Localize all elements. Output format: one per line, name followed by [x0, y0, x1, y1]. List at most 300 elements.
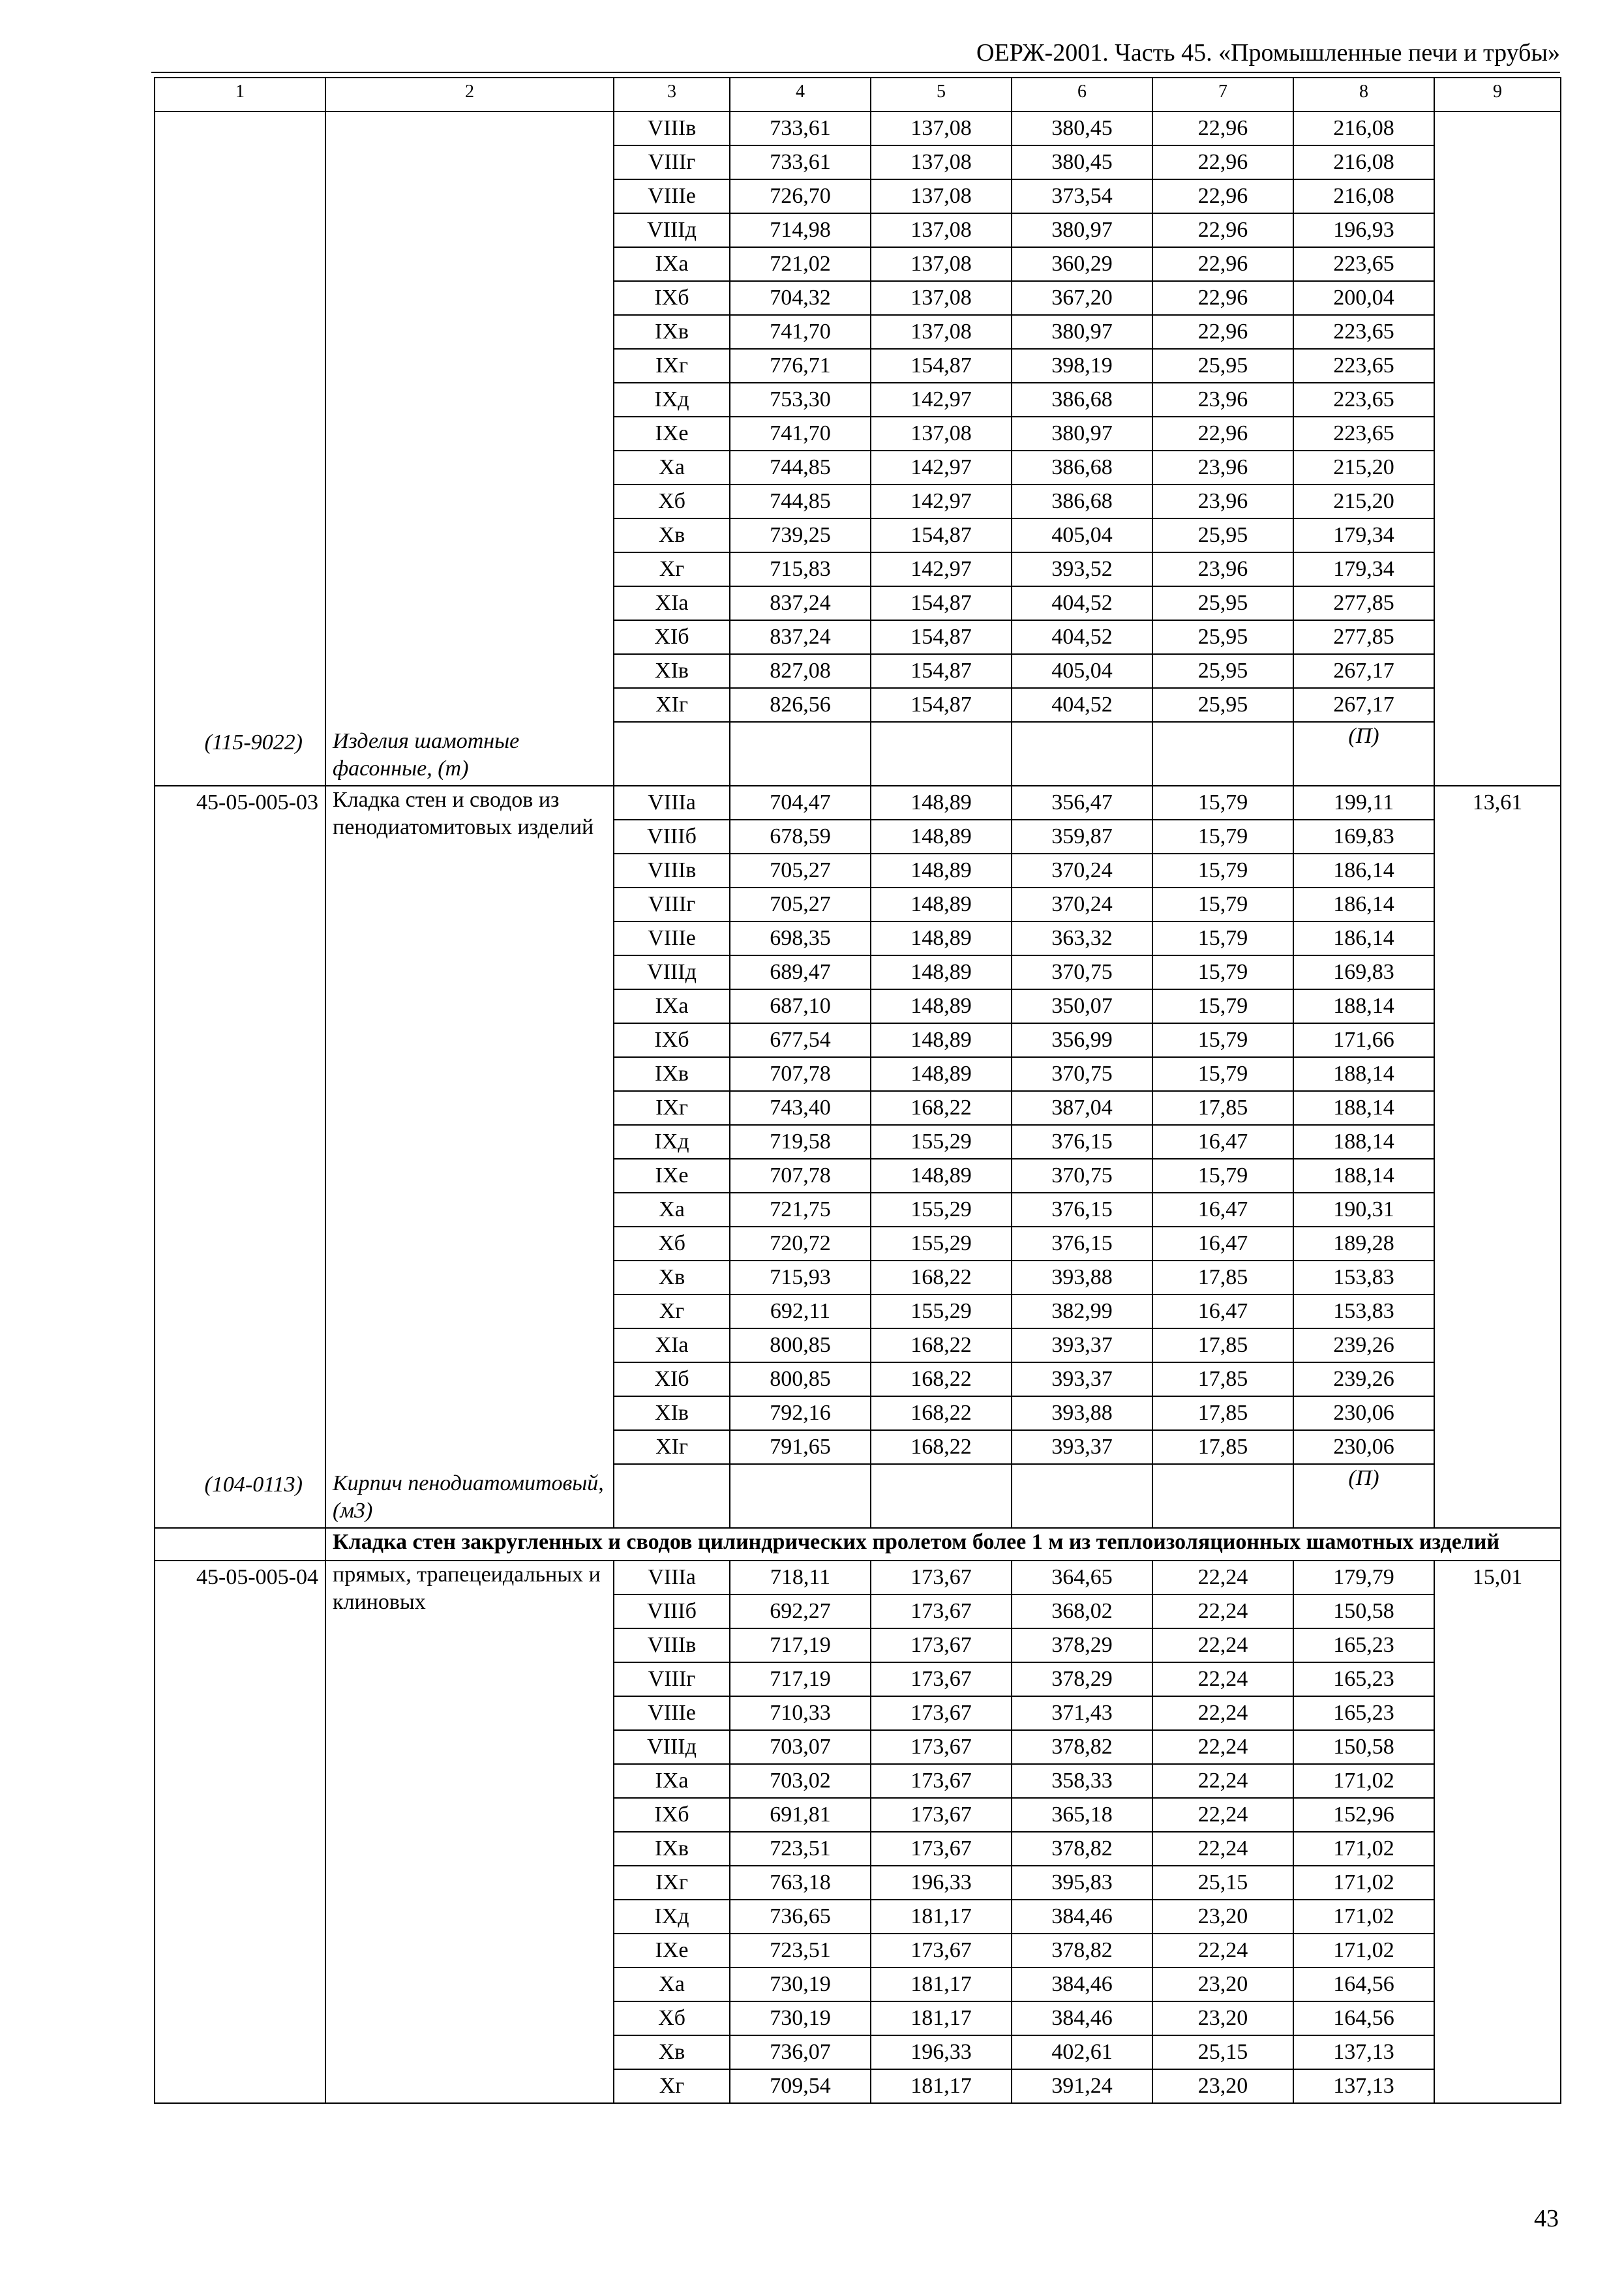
value-cell-8: 137,13: [1293, 2035, 1434, 2069]
value-cell-7: 22,24: [1152, 1696, 1293, 1730]
value-cell-7: 22,24: [1152, 1934, 1293, 1967]
value-cell-6: 378,29: [1012, 1628, 1152, 1662]
zone-cell: XIа: [614, 586, 730, 620]
value-cell-8: 179,34: [1293, 518, 1434, 552]
value-cell-4: 710,33: [730, 1696, 871, 1730]
value-cell-6: 363,32: [1012, 921, 1152, 955]
value-cell-4: 791,65: [730, 1430, 871, 1464]
zone-cell: IXб: [614, 1798, 730, 1832]
value-cell-4: 723,51: [730, 1934, 871, 1967]
norm-code-cell: 45-05-005-04: [155, 1561, 325, 2103]
value-cell-8: 153,83: [1293, 1261, 1434, 1294]
value-cell-7: 22,24: [1152, 1832, 1293, 1866]
value-cell-8: 216,08: [1293, 112, 1434, 145]
value-cell-4: 703,07: [730, 1730, 871, 1764]
value-cell-9: 15,01: [1434, 1561, 1561, 2103]
value-cell-7: 22,96: [1152, 315, 1293, 349]
value-cell-5: 173,67: [871, 1934, 1012, 1967]
zone-cell: IXб: [614, 281, 730, 315]
value-cell-6: 373,54: [1012, 179, 1152, 213]
value-cell-8: 169,83: [1293, 955, 1434, 989]
value-cell-6: 356,99: [1012, 1023, 1152, 1057]
value-cell-4: 707,78: [730, 1159, 871, 1193]
value-cell-6: 393,37: [1012, 1328, 1152, 1362]
value-cell-7: 22,96: [1152, 145, 1293, 179]
value-cell-8: 199,11: [1293, 786, 1434, 820]
value-cell-5: 154,87: [871, 688, 1012, 722]
value-cell-8: 169,83: [1293, 820, 1434, 854]
value-cell-7: 22,96: [1152, 247, 1293, 281]
value-cell-4: 726,70: [730, 179, 871, 213]
value-cell-8: 230,06: [1293, 1396, 1434, 1430]
zone-cell: VIIIд: [614, 213, 730, 247]
value-cell-7: 23,20: [1152, 1900, 1293, 1934]
value-cell-5: 168,22: [871, 1396, 1012, 1430]
zone-cell: Xг: [614, 1294, 730, 1328]
zone-cell: Xг: [614, 552, 730, 586]
value-cell-5: 148,89: [871, 820, 1012, 854]
zone-cell: IXв: [614, 315, 730, 349]
value-cell-4: 723,51: [730, 1832, 871, 1866]
resource-code: (115-9022): [204, 730, 303, 755]
value-cell-8: 165,23: [1293, 1696, 1434, 1730]
zone-cell: IXе: [614, 417, 730, 451]
value-cell-6: 391,24: [1012, 2069, 1152, 2103]
value-cell-8: 153,83: [1293, 1294, 1434, 1328]
value-cell-7: 22,96: [1152, 112, 1293, 145]
value-cell-5: 142,97: [871, 383, 1012, 417]
norm-name-cell: [325, 112, 614, 786]
value-cell-8: 223,65: [1293, 349, 1434, 383]
value-cell-8: 188,14: [1293, 989, 1434, 1023]
value-cell-4: 730,19: [730, 1967, 871, 2001]
resource-empty-cell: [1012, 1464, 1152, 1528]
value-cell-8: 223,65: [1293, 247, 1434, 281]
value-cell-6: 378,82: [1012, 1832, 1152, 1866]
value-cell-7: 17,85: [1152, 1328, 1293, 1362]
value-cell-7: 17,85: [1152, 1430, 1293, 1464]
value-cell-7: 22,24: [1152, 1662, 1293, 1696]
value-cell-5: 181,17: [871, 1900, 1012, 1934]
value-cell-7: 15,79: [1152, 854, 1293, 888]
resource-empty-cell: [730, 722, 871, 786]
value-cell-5: 173,67: [871, 1730, 1012, 1764]
value-cell-4: 739,25: [730, 518, 871, 552]
value-cell-8: 216,08: [1293, 145, 1434, 179]
value-cell-4: 763,18: [730, 1866, 871, 1900]
value-cell-7: 25,95: [1152, 654, 1293, 688]
value-cell-6: 378,82: [1012, 1934, 1152, 1967]
value-cell-7: 22,24: [1152, 1628, 1293, 1662]
value-cell-5: 148,89: [871, 989, 1012, 1023]
value-cell-6: 405,04: [1012, 654, 1152, 688]
value-cell-7: 23,96: [1152, 485, 1293, 518]
norm-code-cell: 45-05-005-03 (104-0113): [155, 786, 325, 1528]
value-cell-5: 154,87: [871, 586, 1012, 620]
value-cell-6: 393,37: [1012, 1430, 1152, 1464]
value-cell-5: 148,89: [871, 955, 1012, 989]
value-cell-5: 168,22: [871, 1328, 1012, 1362]
value-cell-6: 404,52: [1012, 688, 1152, 722]
value-cell-8: 150,58: [1293, 1730, 1434, 1764]
value-cell-4: 692,27: [730, 1594, 871, 1628]
value-cell-4: 715,93: [730, 1261, 871, 1294]
value-cell-4: 692,11: [730, 1294, 871, 1328]
value-cell-8: 171,02: [1293, 1900, 1434, 1934]
value-cell-5: 173,67: [871, 1662, 1012, 1696]
value-cell-4: 733,61: [730, 145, 871, 179]
value-cell-4: 741,70: [730, 417, 871, 451]
value-cell-7: 15,79: [1152, 989, 1293, 1023]
norm-name-cell: Кладка стен и сводов из пенодиатомитовых изделий Кирпич пенодиатомитовый, (м3): [325, 786, 614, 1528]
value-cell-4: 800,85: [730, 1328, 871, 1362]
resource-empty-cell: [871, 1464, 1012, 1528]
section-heading-empty: [155, 1528, 325, 1561]
value-cell-6: 370,24: [1012, 888, 1152, 921]
value-cell-6: 356,47: [1012, 786, 1152, 820]
value-cell-8: 188,14: [1293, 1057, 1434, 1091]
value-cell-4: 721,02: [730, 247, 871, 281]
zone-cell: IXд: [614, 1125, 730, 1159]
value-cell-7: 17,85: [1152, 1261, 1293, 1294]
value-cell-6: 380,97: [1012, 315, 1152, 349]
value-cell-6: 405,04: [1012, 518, 1152, 552]
value-cell-7: 16,47: [1152, 1125, 1293, 1159]
value-cell-7: 22,24: [1152, 1764, 1293, 1798]
value-cell-5: 181,17: [871, 2001, 1012, 2035]
resource-mark: (П): [1293, 722, 1434, 786]
value-cell-8: 230,06: [1293, 1430, 1434, 1464]
value-cell-5: 148,89: [871, 854, 1012, 888]
value-cell-8: 190,31: [1293, 1193, 1434, 1227]
column-number: 2: [325, 78, 614, 112]
resource-empty-cell: [614, 1464, 730, 1528]
value-cell-6: 384,46: [1012, 1900, 1152, 1934]
value-cell-6: 376,15: [1012, 1227, 1152, 1261]
value-cell-7: 22,96: [1152, 417, 1293, 451]
value-cell-5: 154,87: [871, 349, 1012, 383]
value-cell-6: 378,82: [1012, 1730, 1152, 1764]
value-cell-4: 704,32: [730, 281, 871, 315]
zone-cell: IXв: [614, 1832, 730, 1866]
zone-cell: IXв: [614, 1057, 730, 1091]
value-cell-6: 395,83: [1012, 1866, 1152, 1900]
value-cell-6: 386,68: [1012, 451, 1152, 485]
value-cell-5: 154,87: [871, 620, 1012, 654]
value-cell-5: 196,33: [871, 1866, 1012, 1900]
value-cell-8: 171,02: [1293, 1934, 1434, 1967]
value-cell-4: 792,16: [730, 1396, 871, 1430]
value-cell-5: 168,22: [871, 1091, 1012, 1125]
zone-cell: IXг: [614, 1091, 730, 1125]
value-cell-6: 378,29: [1012, 1662, 1152, 1696]
value-cell-5: 137,08: [871, 247, 1012, 281]
zone-cell: VIIIв: [614, 854, 730, 888]
value-cell-6: 364,65: [1012, 1561, 1152, 1594]
value-cell-7: 15,79: [1152, 1159, 1293, 1193]
section-heading: Кладка стен закругленных и сводов цилиндрических пролетом более 1 м из теплоизоляционных шамотных изделий: [325, 1528, 1561, 1561]
value-cell-7: 15,79: [1152, 921, 1293, 955]
zone-cell: Xв: [614, 2035, 730, 2069]
page-header: ОЕРЖ-2001. Часть 45. «Промышленные печи и трубы»: [976, 39, 1560, 67]
value-cell-5: 137,08: [871, 145, 1012, 179]
value-cell-6: 393,88: [1012, 1261, 1152, 1294]
value-cell-5: 148,89: [871, 1159, 1012, 1193]
value-cell-8: 200,04: [1293, 281, 1434, 315]
value-cell-4: 800,85: [730, 1362, 871, 1396]
value-cell-6: 393,37: [1012, 1362, 1152, 1396]
value-cell-8: 186,14: [1293, 854, 1434, 888]
zone-cell: Xб: [614, 485, 730, 518]
value-cell-4: 677,54: [730, 1023, 871, 1057]
zone-cell: VIIIд: [614, 955, 730, 989]
zone-cell: Xб: [614, 2001, 730, 2035]
table-row: [155, 1561, 1561, 1594]
zone-cell: VIIIб: [614, 820, 730, 854]
value-cell-8: 277,85: [1293, 586, 1434, 620]
value-cell-7: 22,96: [1152, 179, 1293, 213]
value-cell-5: 137,08: [871, 179, 1012, 213]
value-cell-8: 277,85: [1293, 620, 1434, 654]
value-cell-5: 137,08: [871, 417, 1012, 451]
resource-empty-cell: [614, 722, 730, 786]
value-cell-5: 137,08: [871, 281, 1012, 315]
value-cell-7: 17,85: [1152, 1396, 1293, 1430]
resource-name: Изделия шамотные фасонные, (т): [333, 729, 520, 781]
value-cell-4: 717,19: [730, 1662, 871, 1696]
norm-name-cell: прямых, трапецеидальных и клиновых: [325, 1561, 614, 2103]
zone-cell: VIIIа: [614, 1561, 730, 1594]
value-cell-5: 181,17: [871, 1967, 1012, 2001]
value-cell-6: 370,75: [1012, 955, 1152, 989]
value-cell-4: 837,24: [730, 586, 871, 620]
value-cell-6: 368,02: [1012, 1594, 1152, 1628]
value-cell-6: 384,46: [1012, 2001, 1152, 2035]
value-cell-8: 189,28: [1293, 1227, 1434, 1261]
value-cell-6: 370,24: [1012, 854, 1152, 888]
value-cell-7: 25,95: [1152, 688, 1293, 722]
value-cell-8: 179,34: [1293, 552, 1434, 586]
zone-cell: VIIIг: [614, 145, 730, 179]
value-cell-4: 736,07: [730, 2035, 871, 2069]
zone-cell: XIб: [614, 620, 730, 654]
value-cell-4: 733,61: [730, 112, 871, 145]
value-cell-7: 25,95: [1152, 518, 1293, 552]
value-cell-6: 380,45: [1012, 112, 1152, 145]
value-cell-4: 678,59: [730, 820, 871, 854]
value-cell-8: 188,14: [1293, 1159, 1434, 1193]
page-number: 43: [1534, 2205, 1559, 2232]
value-cell-8: 267,17: [1293, 654, 1434, 688]
resource-empty-cell: [1152, 1464, 1293, 1528]
value-cell-7: 22,24: [1152, 1561, 1293, 1594]
value-cell-6: 393,52: [1012, 552, 1152, 586]
zone-cell: Xг: [614, 2069, 730, 2103]
value-cell-5: 148,89: [871, 1023, 1012, 1057]
value-cell-4: 715,83: [730, 552, 871, 586]
value-cell-4: 753,30: [730, 383, 871, 417]
value-cell-5: 168,22: [871, 1430, 1012, 1464]
value-cell-7: 25,95: [1152, 586, 1293, 620]
value-cell-5: 173,67: [871, 1764, 1012, 1798]
value-cell-8: 215,20: [1293, 485, 1434, 518]
zone-cell: IXа: [614, 989, 730, 1023]
value-cell-8: 267,17: [1293, 688, 1434, 722]
value-cell-8: 165,23: [1293, 1662, 1434, 1696]
value-cell-5: 142,97: [871, 451, 1012, 485]
value-cell-4: 698,35: [730, 921, 871, 955]
value-cell-7: 22,24: [1152, 1594, 1293, 1628]
value-cell-8: 165,23: [1293, 1628, 1434, 1662]
zone-cell: Xб: [614, 1227, 730, 1261]
value-cell-4: 687,10: [730, 989, 871, 1023]
value-cell-6: 358,33: [1012, 1764, 1152, 1798]
zone-cell: VIIIг: [614, 1662, 730, 1696]
value-cell-8: 216,08: [1293, 179, 1434, 213]
column-number: 3: [614, 78, 730, 112]
zone-cell: IXд: [614, 1900, 730, 1934]
zone-cell: VIIIб: [614, 1594, 730, 1628]
value-cell-6: 365,18: [1012, 1798, 1152, 1832]
value-cell-7: 25,95: [1152, 620, 1293, 654]
zone-cell: XIа: [614, 1328, 730, 1362]
resource-empty-cell: [730, 1464, 871, 1528]
value-cell-6: 380,45: [1012, 145, 1152, 179]
zone-cell: VIIIд: [614, 1730, 730, 1764]
value-cell-8: 223,65: [1293, 315, 1434, 349]
value-cell-8: 215,20: [1293, 451, 1434, 485]
value-cell-6: 380,97: [1012, 417, 1152, 451]
value-cell-6: 376,15: [1012, 1193, 1152, 1227]
column-number: 6: [1012, 78, 1152, 112]
value-cell-4: 719,58: [730, 1125, 871, 1159]
value-cell-8: 186,14: [1293, 921, 1434, 955]
zone-cell: IXе: [614, 1159, 730, 1193]
value-cell-4: 717,19: [730, 1628, 871, 1662]
zone-cell: VIIIг: [614, 888, 730, 921]
value-cell-8: 152,96: [1293, 1798, 1434, 1832]
value-cell-4: 691,81: [730, 1798, 871, 1832]
column-number: 4: [730, 78, 871, 112]
value-cell-7: 22,24: [1152, 1730, 1293, 1764]
value-cell-9: [1434, 112, 1561, 786]
value-cell-5: 155,29: [871, 1294, 1012, 1328]
value-cell-7: 23,96: [1152, 552, 1293, 586]
resource-code: (104-0113): [204, 1473, 303, 1497]
value-cell-7: 15,79: [1152, 1057, 1293, 1091]
value-cell-7: 17,85: [1152, 1091, 1293, 1125]
value-cell-6: 370,75: [1012, 1159, 1152, 1193]
value-cell-5: 142,97: [871, 552, 1012, 586]
zone-cell: XIб: [614, 1362, 730, 1396]
value-cell-4: 776,71: [730, 349, 871, 383]
value-cell-7: 23,20: [1152, 2069, 1293, 2103]
section-heading-row: [155, 1528, 1561, 1561]
value-cell-4: 703,02: [730, 1764, 871, 1798]
zone-cell: Xв: [614, 1261, 730, 1294]
value-cell-7: 16,47: [1152, 1294, 1293, 1328]
zone-cell: IXе: [614, 1934, 730, 1967]
value-cell-5: 142,97: [871, 485, 1012, 518]
value-cell-4: 744,85: [730, 451, 871, 485]
column-number: 7: [1152, 78, 1293, 112]
value-cell-4: 827,08: [730, 654, 871, 688]
value-cell-7: 22,96: [1152, 213, 1293, 247]
value-cell-6: 380,97: [1012, 213, 1152, 247]
value-cell-6: 382,99: [1012, 1294, 1152, 1328]
zone-cell: Xа: [614, 451, 730, 485]
value-cell-7: 15,79: [1152, 820, 1293, 854]
value-cell-4: 689,47: [730, 955, 871, 989]
value-cell-6: 402,61: [1012, 2035, 1152, 2069]
value-cell-6: 387,04: [1012, 1091, 1152, 1125]
value-cell-4: 709,54: [730, 2069, 871, 2103]
value-cell-6: 367,20: [1012, 281, 1152, 315]
value-cell-8: 179,79: [1293, 1561, 1434, 1594]
value-cell-5: 181,17: [871, 2069, 1012, 2103]
zone-cell: VIIIв: [614, 1628, 730, 1662]
value-cell-7: 15,79: [1152, 955, 1293, 989]
value-cell-8: 188,14: [1293, 1091, 1434, 1125]
value-cell-6: 360,29: [1012, 247, 1152, 281]
value-cell-7: 23,96: [1152, 451, 1293, 485]
value-cell-4: 705,27: [730, 888, 871, 921]
value-cell-5: 196,33: [871, 2035, 1012, 2069]
value-cell-7: 15,79: [1152, 888, 1293, 921]
column-number: 1: [155, 78, 325, 112]
value-cell-6: 404,52: [1012, 620, 1152, 654]
value-cell-7: 25,15: [1152, 1866, 1293, 1900]
value-cell-6: 386,68: [1012, 485, 1152, 518]
zone-cell: VIIIе: [614, 179, 730, 213]
value-cell-6: 371,43: [1012, 1696, 1152, 1730]
value-cell-8: 171,02: [1293, 1764, 1434, 1798]
value-cell-5: 168,22: [871, 1261, 1012, 1294]
resource-name: Кирпич пенодиатомитовый, (м3): [333, 1471, 604, 1523]
value-cell-5: 173,67: [871, 1594, 1012, 1628]
value-cell-7: 23,96: [1152, 383, 1293, 417]
value-cell-7: 22,96: [1152, 281, 1293, 315]
value-cell-5: 154,87: [871, 518, 1012, 552]
value-cell-5: 168,22: [871, 1362, 1012, 1396]
value-cell-8: 239,26: [1293, 1328, 1434, 1362]
value-cell-5: 137,08: [871, 213, 1012, 247]
value-cell-4: 714,98: [730, 213, 871, 247]
zone-cell: VIIIе: [614, 921, 730, 955]
value-cell-8: 196,93: [1293, 213, 1434, 247]
value-cell-5: 173,67: [871, 1561, 1012, 1594]
value-cell-4: 826,56: [730, 688, 871, 722]
value-cell-4: 743,40: [730, 1091, 871, 1125]
resource-empty-cell: [1152, 722, 1293, 786]
zone-cell: IXг: [614, 1866, 730, 1900]
value-cell-5: 148,89: [871, 1057, 1012, 1091]
resource-empty-cell: [871, 722, 1012, 786]
table-row: [155, 786, 1561, 820]
value-cell-7: 17,85: [1152, 1362, 1293, 1396]
header-rule: [151, 72, 1560, 73]
value-cell-7: 15,79: [1152, 1023, 1293, 1057]
value-cell-5: 173,67: [871, 1832, 1012, 1866]
value-cell-7: 16,47: [1152, 1227, 1293, 1261]
value-cell-6: 376,15: [1012, 1125, 1152, 1159]
value-cell-5: 173,67: [871, 1628, 1012, 1662]
value-cell-8: 150,58: [1293, 1594, 1434, 1628]
value-cell-6: 386,68: [1012, 383, 1152, 417]
value-cell-9: 13,61: [1434, 786, 1561, 1528]
value-cell-7: 15,79: [1152, 786, 1293, 820]
value-cell-4: 741,70: [730, 315, 871, 349]
